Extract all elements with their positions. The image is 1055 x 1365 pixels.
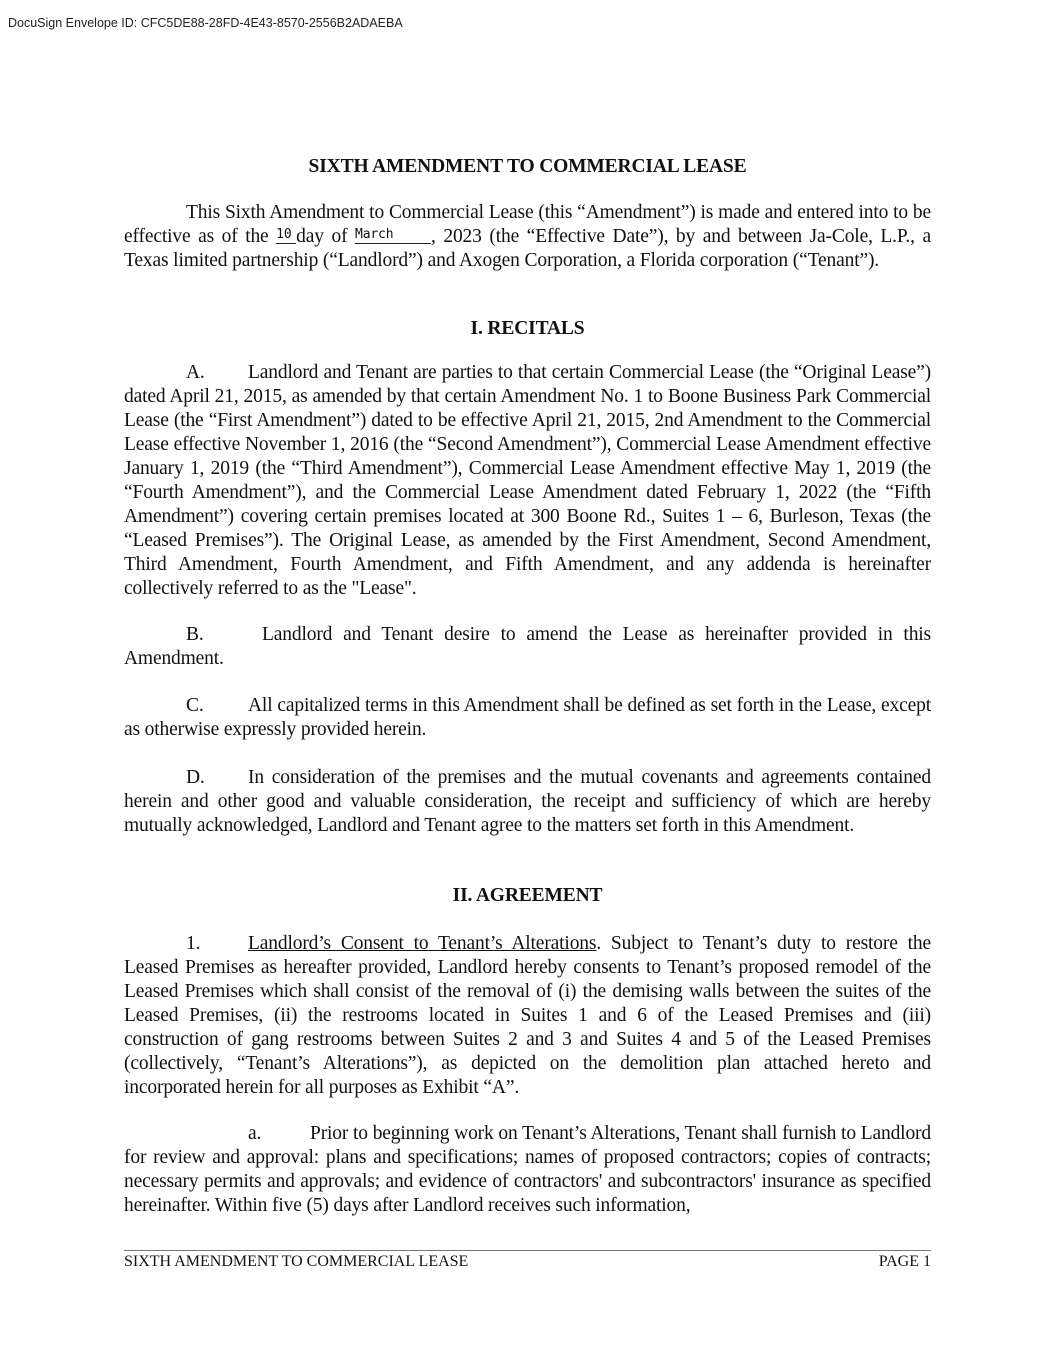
recital-text: Landlord and Tenant are parties to that certain Commercial Lease (the “Original Lease”) dated April 21, 2015, as amended by that certain Amendment No. 1 to Boone Business Park Commercial Lease (the “First Amendment”) dated to be effective April 21, 2015, 2nd Amendment to the Commercial Lease effective November 1, 2016 (the “Second Amendment”), Commercial Lease Amendment effective January 1, 2019 (the “Third Amendment”), Commercial Lease Amendment effective May 1, 2019 (the “Fourth Amendment”), and the Commercial Lease Amendment dated February 1, 2022 (the “Fifth Amendment”) covering certain premises located at 300 Boone Rd., Suites 1 – 6, Burleson, Texas (the “Leased Premises”). The Original Lease, as amended by the First Amendment, Second Amendment, Third Amendment, Fourth Amendment, and Fifth Amendment, and any addenda is hereinafter collectively referred to as the "Lease". <box>124 362 931 599</box>
agreement-label: 1. <box>186 933 201 954</box>
recital-b <box>124 623 931 671</box>
recital-d <box>124 766 931 838</box>
agreement-item-1 <box>124 932 931 1100</box>
footer-divider <box>124 1250 931 1251</box>
agreement-text: . Subject to Tenant’s duty to restore the Leased Premises as hereafter provided, Landlord hereby consents to Tenant’s proposed remodel of the Leased Premises which shall consist of the removal of (i) the demising walls between the suites of the Leased Premises, (ii) the restrooms located in Suites 1 and 6 of the Leased Premises and (iii) construction of gang restrooms between Suites 2 and 3 and Suites 4 and 5 of the Leased Premises (collectively, “Tenant’s Alterations”), as depicted on the demolition plan attached hereto and incorporated herein for all purposes as Exhibit “A”. <box>124 933 931 1098</box>
recitals-heading: I. RECITALS <box>470 318 585 339</box>
recital-label: B. <box>186 624 204 645</box>
effective-month-field[interactable]: March <box>355 228 431 244</box>
recital-c <box>124 694 931 742</box>
recital-text: In consideration of the premises and the mutual covenants and agreements contained herein and other good and valuable consideration, the receipt and sufficiency of which are hereby mutually acknowledged, Landlord and Tenant agree to the matters set forth in this Amendment. <box>124 767 931 836</box>
recital-label: A. <box>186 362 205 383</box>
intro-text-1: This Sixth Amendment to Commercial Lease (this “Amendment”) is made and entered into to be effective as of the <box>124 202 931 247</box>
docusign-envelope-id: DocuSign Envelope ID: CFC5DE88-28FD-4E43-8570-2556B2ADAEBA <box>8 16 403 30</box>
intro-text-2: day of <box>296 226 356 247</box>
footer-title: SIXTH AMENDMENT TO COMMERCIAL LEASE <box>124 1253 469 1270</box>
subitem-text: Prior to beginning work on Tenant’s Alterations, Tenant shall furnish to Landlord for review and approval: plans and specifications; names of proposed contractors; copies of contracts; necessary permits and approvals; and evidence of contractors' and subcontractors' insurance as specified hereinafter. Within five (5) days after Landlord receives such information, <box>124 1123 931 1216</box>
agreement-subitem-a <box>124 1122 931 1218</box>
recital-a <box>124 361 931 601</box>
page-footer <box>124 1253 931 1271</box>
recital-text: Landlord and Tenant desire to amend the Lease as hereinafter provided in this Amendment. <box>124 624 931 669</box>
recital-text: All capitalized terms in this Amendment shall be defined as set forth in the Lease, except as otherwise expressly provided herein. <box>124 695 931 740</box>
document-title: SIXTH AMENDMENT TO COMMERCIAL LEASE <box>308 156 747 177</box>
intro-text-3: , 2023 (the “Effective Date”), by and between Ja-Cole, L.P., a Texas limited partnership (“Landlord”) and Axogen Corporation, a Florida corporation (“Tenant”). <box>124 226 931 271</box>
page-number: PAGE 1 <box>878 1253 931 1270</box>
intro-paragraph <box>124 201 931 273</box>
recital-label: C. <box>186 695 204 716</box>
subitem-label: a. <box>248 1123 262 1144</box>
agreement-heading: II. AGREEMENT <box>452 885 603 906</box>
recital-label: D. <box>186 767 205 788</box>
effective-day-field[interactable]: 10 <box>276 228 296 244</box>
agreement-caption: Landlord’s Consent to Tenant’s Alterations <box>248 933 597 954</box>
